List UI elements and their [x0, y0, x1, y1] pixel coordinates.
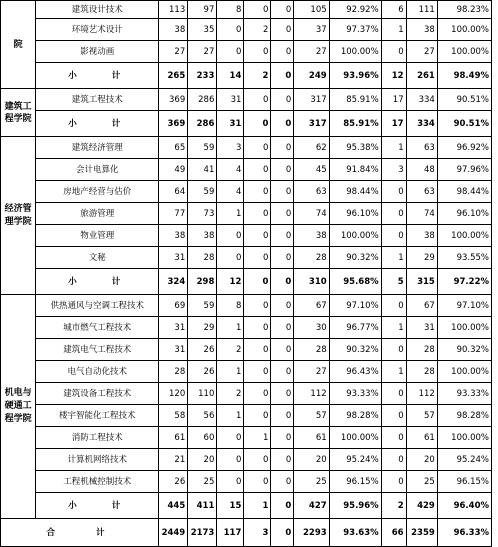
- data-cell: 0: [271, 247, 294, 269]
- subtotal-cell: 0: [271, 111, 294, 137]
- data-cell: 59: [188, 181, 217, 203]
- data-cell: 0: [271, 203, 294, 225]
- data-cell: 38: [159, 19, 188, 41]
- data-cell: 100.00%: [437, 225, 491, 247]
- data-cell: 0: [381, 203, 406, 225]
- data-cell: 0: [244, 137, 271, 159]
- data-cell: 97.10%: [437, 295, 491, 317]
- data-cell: 0: [271, 225, 294, 247]
- subtotal-cell: 445: [159, 493, 188, 519]
- grand-total-row: [1, 519, 492, 547]
- major-name: 工程机械控制技术: [36, 471, 159, 493]
- data-cell: 27: [159, 41, 188, 63]
- data-cell: 112: [406, 383, 437, 405]
- data-cell: 0: [244, 471, 271, 493]
- data-cell: 0: [271, 137, 294, 159]
- major-name: 物业管理: [36, 225, 159, 247]
- data-cell: 100.00%: [329, 41, 381, 63]
- data-cell: 100.00%: [437, 427, 491, 449]
- data-cell: 28: [294, 339, 329, 361]
- data-cell: 369: [159, 89, 188, 111]
- major-name: 环境艺术设计: [36, 19, 159, 41]
- data-cell: 1: [217, 405, 244, 427]
- data-cell: 28: [188, 247, 217, 269]
- data-cell: 95.24%: [437, 449, 491, 471]
- data-cell: 1: [217, 203, 244, 225]
- subtotal-cell: 427: [294, 493, 329, 519]
- department-name: 院: [1, 1, 36, 89]
- data-cell: 17: [381, 89, 406, 111]
- data-cell: 95.38%: [329, 137, 381, 159]
- major-name: 建筑经济管理: [36, 137, 159, 159]
- data-cell: 20: [406, 449, 437, 471]
- data-cell: 57: [294, 405, 329, 427]
- data-cell: 1: [381, 137, 406, 159]
- data-cell: 35: [188, 19, 217, 41]
- data-cell: 25: [188, 471, 217, 493]
- subtotal-cell: 85.91%: [329, 111, 381, 137]
- data-cell: 97.10%: [329, 295, 381, 317]
- data-cell: 96.10%: [329, 203, 381, 225]
- table-row: [1, 137, 492, 159]
- data-cell: 65: [159, 137, 188, 159]
- data-cell: 0: [271, 159, 294, 181]
- grand-total-cell: 2449: [159, 519, 188, 547]
- data-cell: 85.91%: [329, 89, 381, 111]
- data-cell: 29: [188, 317, 217, 339]
- data-cell: 61: [406, 427, 437, 449]
- subtotal-label: 小 计: [36, 111, 159, 137]
- subtotal-cell: 2: [381, 493, 406, 519]
- data-cell: 98.28%: [329, 405, 381, 427]
- data-cell: 0: [381, 295, 406, 317]
- data-cell: 2: [217, 339, 244, 361]
- major-name: 建筑电气工程技术: [36, 339, 159, 361]
- data-cell: 0: [271, 405, 294, 427]
- data-cell: 6: [381, 1, 406, 19]
- major-name: 计算机网络技术: [36, 449, 159, 471]
- data-cell: 4: [217, 159, 244, 181]
- data-cell: 96.15%: [329, 471, 381, 493]
- major-name: 消防工程技术: [36, 427, 159, 449]
- subtotal-row: [1, 269, 492, 295]
- department-name: 机电与硬通工程学院: [1, 295, 36, 519]
- subtotal-row: [1, 63, 492, 89]
- data-cell: 0: [381, 449, 406, 471]
- major-name: 影视动画: [36, 41, 159, 63]
- subtotal-cell: 17: [381, 111, 406, 137]
- data-cell: 61: [159, 427, 188, 449]
- data-cell: 63: [406, 137, 437, 159]
- subtotal-cell: 12: [381, 63, 406, 89]
- subtotal-cell: 411: [188, 493, 217, 519]
- data-cell: 3: [381, 159, 406, 181]
- data-cell: 0: [381, 471, 406, 493]
- data-cell: 0: [271, 317, 294, 339]
- data-cell: 28: [294, 247, 329, 269]
- data-cell: 0: [244, 225, 271, 247]
- grand-total-cell: 2293: [294, 519, 329, 547]
- table-row: [1, 405, 492, 427]
- data-cell: 90.51%: [437, 89, 491, 111]
- data-cell: 25: [406, 471, 437, 493]
- data-cell: 96.15%: [437, 471, 491, 493]
- subtotal-cell: 2: [244, 63, 271, 89]
- data-cell: 112: [294, 383, 329, 405]
- table-row: [1, 361, 492, 383]
- data-cell: 0: [244, 339, 271, 361]
- major-name: 会计电算化: [36, 159, 159, 181]
- data-cell: 1: [381, 317, 406, 339]
- data-cell: 45: [294, 159, 329, 181]
- data-cell: 93.33%: [437, 383, 491, 405]
- data-cell: 0: [244, 203, 271, 225]
- data-cell: 91.84%: [329, 159, 381, 181]
- major-name: 楼宇智能化工程技术: [36, 405, 159, 427]
- data-cell: 31: [159, 247, 188, 269]
- subtotal-cell: 5: [381, 269, 406, 295]
- major-name: 建筑工程技术: [36, 89, 159, 111]
- table-row: [1, 203, 492, 225]
- grand-total-cell: 96.33%: [437, 519, 491, 547]
- data-cell: 0: [244, 295, 271, 317]
- data-cell: 0: [217, 449, 244, 471]
- data-cell: 0: [381, 405, 406, 427]
- subtotal-cell: 0: [244, 269, 271, 295]
- data-cell: 0: [244, 159, 271, 181]
- major-name: 建筑设备工程技术: [36, 383, 159, 405]
- data-cell: 4: [217, 181, 244, 203]
- data-cell: 27: [406, 41, 437, 63]
- data-cell: 67: [294, 295, 329, 317]
- data-cell: 0: [217, 19, 244, 41]
- data-cell: 98.23%: [437, 1, 491, 19]
- data-cell: 286: [188, 89, 217, 111]
- data-cell: 0: [271, 19, 294, 41]
- major-name: 文秘: [36, 247, 159, 269]
- subtotal-cell: 1: [244, 493, 271, 519]
- subtotal-cell: 95.96%: [329, 493, 381, 519]
- data-cell: 26: [159, 471, 188, 493]
- subtotal-cell: 0: [271, 63, 294, 89]
- data-cell: 113: [159, 1, 188, 19]
- data-cell: 93.55%: [437, 247, 491, 269]
- subtotal-cell: 98.49%: [437, 63, 491, 89]
- data-cell: 92.92%: [329, 1, 381, 19]
- grand-total-label: 合 计: [1, 519, 159, 547]
- grand-total-cell: 117: [217, 519, 244, 547]
- major-name: 供热通风与空调工程技术: [36, 295, 159, 317]
- data-cell: 95.24%: [329, 449, 381, 471]
- subtotal-row: [1, 493, 492, 519]
- subtotal-cell: 96.40%: [437, 493, 491, 519]
- data-cell: 0: [381, 339, 406, 361]
- table-row: [1, 1, 492, 19]
- subtotal-cell: 90.51%: [437, 111, 491, 137]
- data-cell: 60: [188, 427, 217, 449]
- subtotal-cell: 95.68%: [329, 269, 381, 295]
- data-cell: 8: [217, 295, 244, 317]
- data-cell: 1: [381, 361, 406, 383]
- data-cell: 96.10%: [437, 203, 491, 225]
- data-cell: 0: [244, 361, 271, 383]
- subtotal-cell: 15: [217, 493, 244, 519]
- data-cell: 73: [188, 203, 217, 225]
- data-cell: 0: [271, 339, 294, 361]
- data-cell: 0: [244, 383, 271, 405]
- data-cell: 0: [381, 427, 406, 449]
- data-cell: 26: [188, 361, 217, 383]
- data-cell: 111: [406, 1, 437, 19]
- data-cell: 100.00%: [437, 361, 491, 383]
- data-cell: 63: [294, 181, 329, 203]
- data-cell: 0: [244, 181, 271, 203]
- major-name: 电气自动化技术: [36, 361, 159, 383]
- subtotal-cell: 334: [406, 111, 437, 137]
- data-cell: 28: [406, 361, 437, 383]
- subtotal-cell: 93.96%: [329, 63, 381, 89]
- data-cell: 0: [217, 225, 244, 247]
- data-cell: 0: [244, 89, 271, 111]
- grand-total-cell: 2173: [188, 519, 217, 547]
- grand-total-cell: 66: [381, 519, 406, 547]
- data-cell: 61: [294, 427, 329, 449]
- table-row: [1, 471, 492, 493]
- data-cell: 0: [244, 449, 271, 471]
- data-cell: 37: [294, 19, 329, 41]
- data-cell: 0: [244, 405, 271, 427]
- data-cell: 20: [188, 449, 217, 471]
- data-cell: 0: [271, 295, 294, 317]
- subtotal-cell: 369: [159, 111, 188, 137]
- data-cell: 1: [217, 361, 244, 383]
- data-cell: 0: [217, 427, 244, 449]
- data-cell: 59: [188, 137, 217, 159]
- data-cell: 96.92%: [437, 137, 491, 159]
- data-cell: 63: [406, 181, 437, 203]
- data-cell: 28: [406, 339, 437, 361]
- subtotal-cell: 97.22%: [437, 269, 491, 295]
- data-cell: 0: [381, 383, 406, 405]
- data-cell: 100.00%: [329, 225, 381, 247]
- subtotal-cell: 233: [188, 63, 217, 89]
- data-cell: 0: [271, 361, 294, 383]
- data-cell: 0: [271, 89, 294, 111]
- data-cell: 96.77%: [329, 317, 381, 339]
- subtotal-cell: 0: [244, 111, 271, 137]
- subtotal-cell: 324: [159, 269, 188, 295]
- subtotal-cell: 0: [271, 493, 294, 519]
- data-cell: 27: [294, 361, 329, 383]
- subtotal-label: 小 计: [36, 493, 159, 519]
- subtotal-label: 小 计: [36, 269, 159, 295]
- table-row: [1, 41, 492, 63]
- data-cell: 27: [188, 41, 217, 63]
- data-cell: 38: [188, 225, 217, 247]
- data-cell: 0: [217, 247, 244, 269]
- data-cell: 29: [406, 247, 437, 269]
- data-cell: 64: [159, 181, 188, 203]
- table-row: [1, 317, 492, 339]
- table-row: [1, 339, 492, 361]
- data-cell: 27: [294, 41, 329, 63]
- data-cell: 38: [294, 225, 329, 247]
- data-cell: 38: [406, 19, 437, 41]
- major-name: 城市燃气工程技术: [36, 317, 159, 339]
- data-cell: 31: [159, 317, 188, 339]
- major-name: 旅游管理: [36, 203, 159, 225]
- data-cell: 90.32%: [329, 247, 381, 269]
- data-cell: 3: [217, 137, 244, 159]
- data-cell: 62: [294, 137, 329, 159]
- subtotal-cell: 317: [294, 111, 329, 137]
- data-cell: 0: [271, 181, 294, 203]
- data-cell: 67: [406, 295, 437, 317]
- table-row: [1, 427, 492, 449]
- data-cell: 100.00%: [437, 317, 491, 339]
- grand-total-cell: 93.63%: [329, 519, 381, 547]
- table-row: [1, 383, 492, 405]
- data-cell: 0: [244, 41, 271, 63]
- data-cell: 98.44%: [437, 181, 491, 203]
- subtotal-cell: 286: [188, 111, 217, 137]
- data-cell: 0: [271, 41, 294, 63]
- data-cell: 0: [244, 1, 271, 19]
- data-cell: 0: [381, 181, 406, 203]
- data-cell: 97: [188, 1, 217, 19]
- grand-total-cell: 3: [244, 519, 271, 547]
- department-name: 建筑工程学院: [1, 89, 36, 137]
- data-cell: 25: [294, 471, 329, 493]
- table-row: [1, 19, 492, 41]
- data-cell: 48: [406, 159, 437, 181]
- data-cell: 100.00%: [329, 427, 381, 449]
- data-cell: 20: [294, 449, 329, 471]
- data-cell: 41: [188, 159, 217, 181]
- data-cell: 0: [217, 41, 244, 63]
- table-row: [1, 89, 492, 111]
- data-cell: 1: [381, 247, 406, 269]
- table-body: [1, 1, 492, 547]
- subtotal-cell: 315: [406, 269, 437, 295]
- major-name: 房地产经营与估价: [36, 181, 159, 203]
- data-cell: 69: [159, 295, 188, 317]
- subtotal-cell: 310: [294, 269, 329, 295]
- subtotal-cell: 0: [271, 269, 294, 295]
- data-cell: 49: [159, 159, 188, 181]
- subtotal-row: [1, 111, 492, 137]
- data-cell: 90.32%: [329, 339, 381, 361]
- data-cell: 8: [217, 1, 244, 19]
- data-cell: 0: [244, 247, 271, 269]
- table-row: [1, 159, 492, 181]
- data-cell: 26: [188, 339, 217, 361]
- data-cell: 93.33%: [329, 383, 381, 405]
- data-cell: 0: [271, 449, 294, 471]
- table-row: [1, 295, 492, 317]
- grand-total-cell: 0: [271, 519, 294, 547]
- data-cell: 96.43%: [329, 361, 381, 383]
- data-cell: 0: [381, 41, 406, 63]
- data-cell: 0: [271, 427, 294, 449]
- data-cell: 100.00%: [437, 41, 491, 63]
- data-cell: 38: [406, 225, 437, 247]
- data-cell: 97.96%: [437, 159, 491, 181]
- table-row: [1, 449, 492, 471]
- table-row: [1, 225, 492, 247]
- subtotal-cell: 298: [188, 269, 217, 295]
- data-cell: 74: [406, 203, 437, 225]
- data-cell: 98.44%: [329, 181, 381, 203]
- subtotal-cell: 265: [159, 63, 188, 89]
- data-cell: 97.37%: [329, 19, 381, 41]
- data-cell: 105: [294, 1, 329, 19]
- data-cell: 0: [217, 471, 244, 493]
- data-cell: 98.28%: [437, 405, 491, 427]
- data-cell: 28: [159, 361, 188, 383]
- data-cell: 0: [271, 1, 294, 19]
- subtotal-cell: 31: [217, 111, 244, 137]
- subtotal-cell: 12: [217, 269, 244, 295]
- subtotal-cell: 261: [406, 63, 437, 89]
- data-cell: 58: [159, 405, 188, 427]
- data-cell: 74: [294, 203, 329, 225]
- data-cell: 31: [406, 317, 437, 339]
- data-cell: 100.00%: [437, 19, 491, 41]
- data-cell: 38: [159, 225, 188, 247]
- data-cell: 0: [244, 317, 271, 339]
- data-cell: 120: [159, 383, 188, 405]
- data-cell: 56: [188, 405, 217, 427]
- department-name: 经济管理学院: [1, 137, 36, 295]
- table-row: [1, 247, 492, 269]
- data-cell: 0: [271, 471, 294, 493]
- data-cell: 317: [294, 89, 329, 111]
- subtotal-cell: 249: [294, 63, 329, 89]
- subtotal-cell: 14: [217, 63, 244, 89]
- data-cell: 0: [271, 383, 294, 405]
- grand-total-cell: 2359: [406, 519, 437, 547]
- data-cell: 21: [159, 449, 188, 471]
- data-cell: 2: [244, 19, 271, 41]
- data-cell: 1: [381, 19, 406, 41]
- data-cell: 90.32%: [437, 339, 491, 361]
- subtotal-cell: 429: [406, 493, 437, 519]
- data-cell: 1: [217, 317, 244, 339]
- major-name: 建筑设计技术: [36, 1, 159, 19]
- subtotal-label: 小 计: [36, 63, 159, 89]
- table-row: [1, 181, 492, 203]
- data-cell: 110: [188, 383, 217, 405]
- data-cell: 77: [159, 203, 188, 225]
- data-cell: 1: [244, 427, 271, 449]
- data-cell: 30: [294, 317, 329, 339]
- data-cell: 2: [217, 383, 244, 405]
- data-cell: 57: [406, 405, 437, 427]
- data-cell: 334: [406, 89, 437, 111]
- data-cell: 31: [159, 339, 188, 361]
- data-cell: 31: [217, 89, 244, 111]
- data-cell: 59: [188, 295, 217, 317]
- data-cell: 0: [381, 225, 406, 247]
